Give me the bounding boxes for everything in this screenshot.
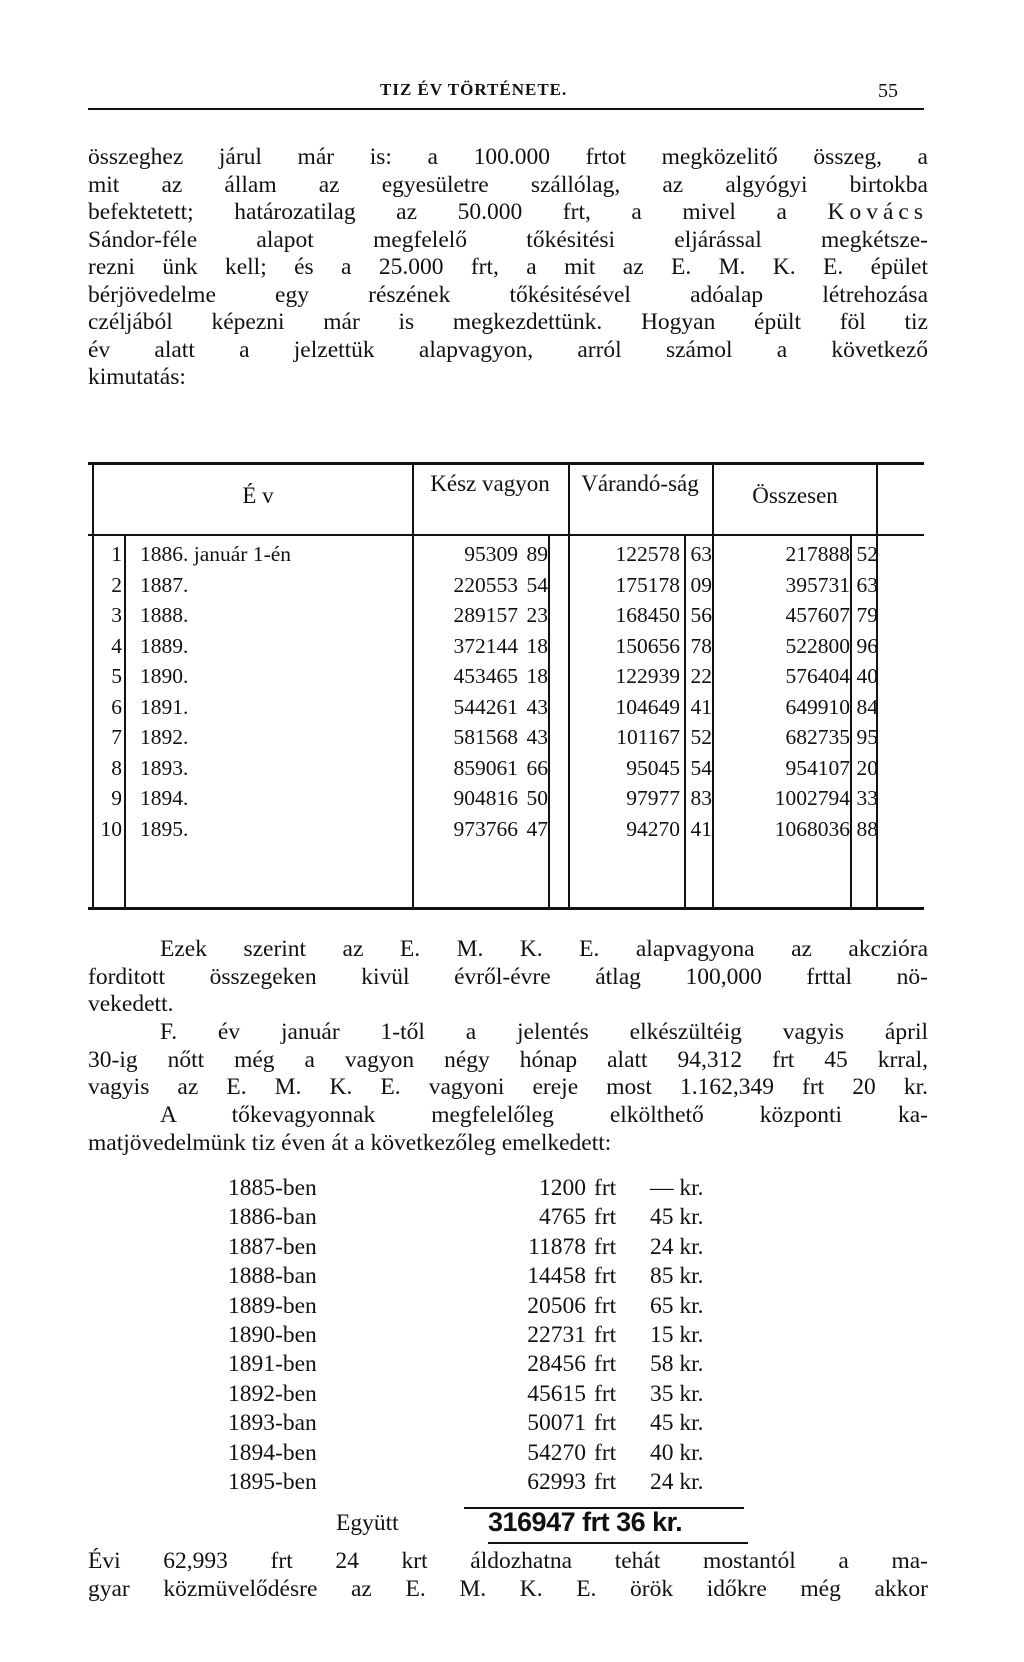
cell-osszesen-kr: 52 bbox=[856, 542, 878, 566]
cell-varando-kr: 63 bbox=[690, 542, 712, 566]
cell-varando-frt: 94270 bbox=[626, 816, 680, 841]
cell-varando-frt: 175178 bbox=[615, 572, 680, 597]
table-col-divider bbox=[124, 534, 126, 909]
table-top-rule bbox=[88, 462, 924, 465]
cell-kesz-frt: 581568 bbox=[453, 725, 518, 749]
income-year: 1895-ben bbox=[228, 1469, 317, 1495]
income-kr: 58 kr. bbox=[650, 1351, 704, 1378]
row-date: 1893. bbox=[140, 755, 189, 780]
cell-varando-kr: 22 bbox=[690, 664, 712, 688]
cell-osszesen-frt: 217888 bbox=[785, 542, 850, 566]
cell-varando-frt: 95045 bbox=[626, 755, 680, 780]
table-col-divider bbox=[548, 534, 550, 909]
col-header-ev: É v bbox=[242, 483, 274, 508]
income-kr: 35 kr. bbox=[650, 1380, 704, 1407]
cell-osszesen-frt: 1068036 bbox=[774, 816, 850, 841]
cell-varando-kr: 52 bbox=[690, 725, 712, 749]
cell-osszesen-frt: 682735 bbox=[785, 725, 850, 749]
text-line bbox=[88, 199, 928, 227]
col-header-osszesen: Összesen bbox=[752, 483, 838, 508]
running-title: TIZ ÉV TÖRTÉNETE. bbox=[380, 80, 568, 99]
row-number: 4 bbox=[111, 633, 122, 658]
text-line: mit az állam az egyesületre szállólag, az algyógyi birtokba bbox=[88, 171, 928, 198]
row-date: 1892. bbox=[140, 725, 189, 749]
row-date: 1895. bbox=[140, 816, 189, 841]
income-frt-unit: frt bbox=[594, 1263, 617, 1290]
text-line: bérjövedelme egy részének tőkésitésével adóalap létrehozása bbox=[88, 281, 928, 308]
row-number: 8 bbox=[111, 755, 122, 780]
income-amount: 54270 bbox=[527, 1439, 586, 1466]
cell-osszesen-kr: 95 bbox=[856, 725, 878, 749]
text-line: 30-ig nőtt még a vagyon négy hónap alatt 94,312 frt 45 krral, bbox=[88, 1046, 928, 1073]
cell-varando-kr: 41 bbox=[690, 694, 712, 719]
cell-varando-frt: 150656 bbox=[615, 633, 680, 658]
header-rule bbox=[88, 108, 924, 110]
income-year: 1889-ben bbox=[228, 1292, 317, 1319]
income-kr: 40 kr. bbox=[650, 1439, 704, 1466]
paragraph-growth bbox=[88, 936, 928, 1019]
cell-osszesen-frt: 954107 bbox=[785, 755, 850, 780]
assets-table bbox=[88, 462, 924, 917]
total-value: 316947 frt 36 kr. bbox=[488, 1507, 683, 1537]
text-line: vekedett. bbox=[88, 991, 174, 1017]
paragraph-intro bbox=[88, 144, 928, 392]
cell-kesz-frt: 220553 bbox=[453, 572, 518, 597]
table-border-left bbox=[92, 462, 94, 909]
cell-kesz-kr: 66 bbox=[526, 755, 548, 780]
income-year: 1894-ben bbox=[228, 1439, 317, 1466]
text-line: A tőkevagyonnak megfelelőleg elkölthető központi ka- bbox=[160, 1102, 928, 1128]
cell-kesz-frt: 973766 bbox=[453, 816, 518, 841]
cell-osszesen-frt: 649910 bbox=[785, 694, 850, 719]
cell-kesz-kr: 43 bbox=[526, 725, 548, 749]
income-kr: — kr. bbox=[650, 1175, 704, 1201]
cell-kesz-frt: 904816 bbox=[453, 786, 518, 810]
income-year: 1888-ban bbox=[228, 1263, 317, 1290]
cell-varando-kr: 41 bbox=[690, 816, 712, 841]
row-date: 1889. bbox=[140, 633, 189, 658]
text-line: vagyis az E. M. K. E. vagyoni ereje most 1.162,349 frt 20 kr. bbox=[88, 1074, 928, 1100]
income-year: 1890-ben bbox=[228, 1322, 317, 1348]
income-kr: 24 kr. bbox=[650, 1233, 704, 1260]
cell-kesz-kr: 18 bbox=[526, 664, 548, 688]
cell-kesz-kr: 23 bbox=[526, 603, 548, 627]
income-frt-unit: frt bbox=[594, 1322, 617, 1348]
cell-osszesen-kr: 40 bbox=[856, 664, 878, 688]
cell-osszesen-kr: 63 bbox=[856, 572, 878, 597]
page-number: 55 bbox=[878, 80, 898, 102]
income-amount: 11878 bbox=[528, 1233, 586, 1260]
row-date: 1888. bbox=[140, 603, 189, 627]
text-line: czéljából képezni már is megkezdettünk. Hogyan épült föl tiz bbox=[88, 309, 928, 335]
cell-kesz-frt: 95309 bbox=[464, 542, 518, 566]
paragraph-income-intro bbox=[88, 1102, 928, 1157]
cell-osszesen-frt: 395731 bbox=[785, 572, 850, 597]
row-number: 3 bbox=[111, 603, 122, 627]
income-frt-unit: frt bbox=[594, 1439, 617, 1466]
cell-varando-frt: 168450 bbox=[615, 603, 680, 627]
cell-kesz-frt: 372144 bbox=[453, 633, 518, 658]
cell-varando-kr: 83 bbox=[690, 786, 712, 810]
income-kr: 15 kr. bbox=[650, 1322, 704, 1348]
text-span: befektetett; határozatilag az 50.000 frt, a mivel a bbox=[88, 199, 787, 225]
row-number: 2 bbox=[111, 572, 122, 597]
income-amount: 45615 bbox=[527, 1380, 586, 1407]
paragraph-april bbox=[88, 1019, 928, 1102]
income-year: 1887-ben bbox=[228, 1233, 317, 1260]
cell-varando-kr: 09 bbox=[690, 572, 712, 597]
income-frt-unit: frt bbox=[594, 1292, 617, 1319]
income-frt-unit: frt bbox=[594, 1380, 617, 1407]
row-date: 1886. január 1-én bbox=[140, 542, 292, 566]
cell-osszesen-kr: 96 bbox=[856, 633, 878, 658]
table-bottom-rule bbox=[88, 907, 924, 910]
income-amount: 14458 bbox=[527, 1263, 586, 1290]
income-amount: 1200 bbox=[539, 1175, 586, 1201]
income-amount: 22731 bbox=[527, 1322, 586, 1348]
income-frt-unit: frt bbox=[594, 1469, 617, 1495]
income-amount: 20506 bbox=[527, 1292, 586, 1319]
income-frt-unit: frt bbox=[594, 1410, 617, 1437]
col-header-kesz: Kész vagyon bbox=[430, 471, 550, 496]
cell-varando-frt: 104649 bbox=[615, 694, 680, 719]
income-amount: 28456 bbox=[527, 1351, 586, 1378]
row-date: 1887. bbox=[140, 572, 189, 597]
income-kr: 45 kr. bbox=[650, 1204, 704, 1231]
income-year: 1893-ban bbox=[228, 1410, 317, 1437]
income-year: 1891-ben bbox=[228, 1351, 317, 1378]
row-date: 1891. bbox=[140, 694, 189, 719]
row-number: 6 bbox=[111, 694, 122, 719]
text-line: Sándor-féle alapot megfelelő tőkésitési eljárással megkétsze- bbox=[88, 226, 928, 253]
cell-osszesen-kr: 33 bbox=[856, 786, 878, 810]
cell-varando-frt: 97977 bbox=[626, 786, 680, 810]
cell-varando-frt: 101167 bbox=[616, 725, 680, 749]
text-line: Évi 62,993 frt 24 krt áldozhatna tehát mostantól a ma- bbox=[88, 1548, 928, 1574]
cell-kesz-frt: 859061 bbox=[453, 755, 518, 780]
cell-kesz-kr: 89 bbox=[526, 542, 548, 566]
total-label: Együtt bbox=[336, 1510, 399, 1536]
text-line: kimutatás: bbox=[88, 364, 186, 390]
cell-kesz-frt: 289157 bbox=[453, 603, 518, 627]
cell-varando-kr: 78 bbox=[690, 633, 712, 658]
cell-osszesen-kr: 20 bbox=[856, 755, 878, 780]
cell-varando-kr: 56 bbox=[690, 603, 712, 627]
income-year: 1886-ban bbox=[228, 1204, 317, 1231]
text-line: rezni ünk kell; és a 25.000 frt, a mit az E. M. K. E. épület bbox=[88, 254, 928, 280]
text-line: év alatt a jelzettük alapvagyon, arról számol a következő bbox=[88, 336, 928, 363]
row-number: 5 bbox=[111, 664, 122, 688]
income-kr: 65 kr. bbox=[650, 1292, 704, 1319]
cell-osszesen-kr: 84 bbox=[856, 694, 878, 719]
cell-osszesen-kr: 88 bbox=[856, 816, 878, 841]
income-year: 1885-ben bbox=[228, 1175, 317, 1201]
cell-osszesen-frt: 522800 bbox=[785, 633, 850, 658]
cell-kesz-frt: 453465 bbox=[453, 664, 518, 688]
row-number: 9 bbox=[111, 786, 122, 810]
cell-osszesen-kr: 79 bbox=[856, 603, 878, 627]
cell-osszesen-frt: 576404 bbox=[785, 664, 850, 688]
cell-kesz-kr: 47 bbox=[526, 816, 548, 841]
income-frt-unit: frt bbox=[594, 1204, 617, 1231]
cell-osszesen-frt: 457607 bbox=[785, 603, 850, 627]
cell-varando-frt: 122939 bbox=[615, 664, 680, 688]
paragraph-closing bbox=[88, 1548, 928, 1603]
income-frt-unit: frt bbox=[594, 1233, 617, 1260]
text-line: Ezek szerint az E. M. K. E. alapvagyona az akczióra bbox=[160, 936, 928, 962]
spaced-name: Kovács bbox=[827, 199, 928, 225]
total-rule bbox=[488, 1542, 748, 1544]
income-amount: 4765 bbox=[539, 1204, 586, 1231]
row-number: 1 bbox=[111, 542, 122, 566]
row-number: 7 bbox=[111, 725, 122, 749]
income-amount: 62993 bbox=[527, 1469, 586, 1495]
row-date: 1890. bbox=[140, 664, 189, 688]
cell-kesz-frt: 544261 bbox=[453, 694, 518, 719]
table-header-rule bbox=[88, 534, 924, 536]
text-line: gyar közmüvelődésre az E. M. K. E. örök időkre még akkor bbox=[88, 1575, 928, 1602]
cell-varando-kr: 54 bbox=[690, 755, 712, 780]
cell-kesz-kr: 18 bbox=[526, 633, 548, 658]
income-frt-unit: frt bbox=[594, 1175, 617, 1201]
row-date: 1894. bbox=[140, 786, 189, 810]
text-line: matjövedelmünk tiz éven át a következőleg emelkedett: bbox=[88, 1129, 612, 1156]
text-line: F. év január 1-től a jelentés elkészültéig vagyis ápril bbox=[160, 1019, 928, 1045]
income-year: 1892-ben bbox=[228, 1380, 317, 1407]
row-number: 10 bbox=[100, 816, 122, 841]
income-frt-unit: frt bbox=[594, 1351, 617, 1378]
income-kr: 24 kr. bbox=[650, 1469, 704, 1495]
text-line: forditott összegeken kivül évről-évre átlag 100,000 frttal nö- bbox=[88, 963, 928, 990]
income-amount: 50071 bbox=[527, 1410, 586, 1437]
income-kr: 45 kr. bbox=[650, 1410, 704, 1437]
cell-kesz-kr: 54 bbox=[526, 572, 548, 597]
text-line: összeghez járul már is: a 100.000 frtot megközelitő összeg, a bbox=[88, 144, 928, 170]
cell-kesz-kr: 43 bbox=[526, 694, 548, 719]
cell-osszesen-frt: 1002794 bbox=[774, 786, 850, 810]
cell-varando-frt: 122578 bbox=[615, 542, 680, 566]
cell-kesz-kr: 50 bbox=[526, 786, 548, 810]
col-header-varando: Várandó-ság bbox=[581, 471, 699, 496]
income-kr: 85 kr. bbox=[650, 1263, 704, 1290]
